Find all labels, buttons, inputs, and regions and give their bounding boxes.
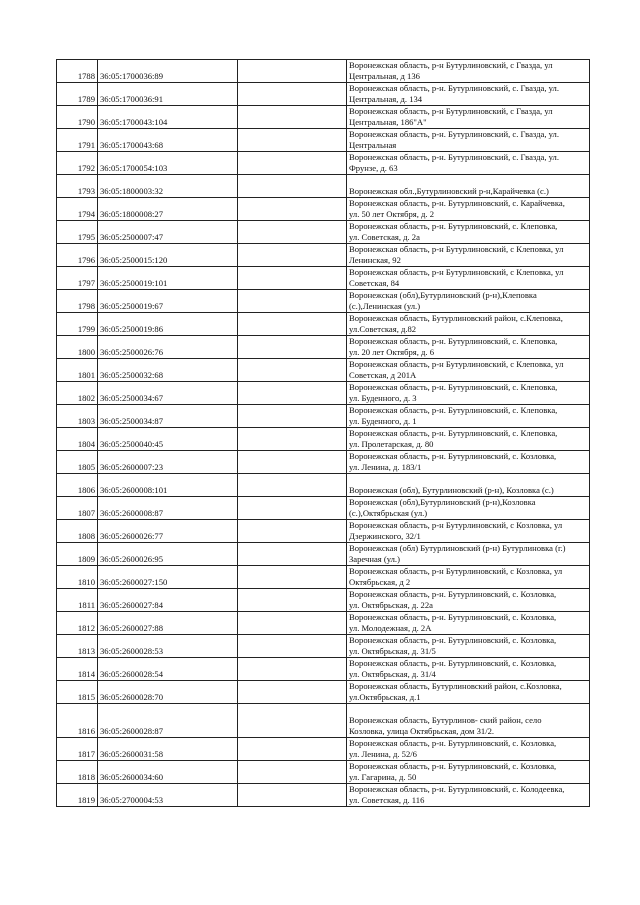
row-number: 1799 xyxy=(57,313,98,336)
address-cell xyxy=(347,244,590,267)
cadastral-number: 36:05:2600008:101 xyxy=(98,474,238,497)
address-line: Воронежская область, р-н. Бутурлиновский, с. Козловка, xyxy=(349,738,557,748)
address-line: Воронежская (обл),Бутурлиновский (р-н),Козловка xyxy=(349,497,536,507)
cadastral-number: 36:05:2500026:76 xyxy=(98,336,238,359)
cadastral-number: 36:05:1700043:68 xyxy=(98,129,238,152)
cadastral-number: 36:05:2500007:47 xyxy=(98,221,238,244)
address-line: Воронежская область, р-н. Бутурлиновский, с. Колодеевка, xyxy=(349,784,565,794)
row-number: 1789 xyxy=(57,83,98,106)
empty-cell xyxy=(238,784,347,807)
table-row xyxy=(57,313,590,336)
address-line: Воронежская (обл) Бутурлиновский (р-н) Бутурлиновка (г.) xyxy=(349,543,566,553)
table-row xyxy=(57,658,590,681)
empty-cell xyxy=(238,635,347,658)
address-line: Ленинская, 92 xyxy=(349,255,401,265)
row-number: 1805 xyxy=(57,451,98,474)
document-page xyxy=(56,59,590,807)
address-line: (с.),Ленинская (ул.) xyxy=(349,301,421,311)
empty-cell xyxy=(238,761,347,784)
address-line: ул. 50 лет Октября, д. 2 xyxy=(349,209,435,219)
address-cell xyxy=(347,336,590,359)
address-line: Воронежская область, р-н. Бутурлиновский, с. Клеповка, xyxy=(349,336,558,346)
empty-cell xyxy=(238,175,347,198)
address-line: Козловка, улица Октябрьская, дом 31/2. xyxy=(349,726,495,736)
empty-cell xyxy=(238,60,347,83)
table-row xyxy=(57,451,590,474)
empty-cell xyxy=(238,267,347,290)
address-line: Воронежская область, р-н Бутурлиновский, с Клеповка, ул xyxy=(349,244,564,254)
cadastral-number: 36:05:2600007:23 xyxy=(98,451,238,474)
empty-cell xyxy=(238,589,347,612)
row-number: 1816 xyxy=(57,704,98,738)
address-line: Воронежская область, р-н. Бутурлиновский, с. Козловка, xyxy=(349,589,557,599)
address-line: ул. Буденного, д. 1 xyxy=(349,416,417,426)
row-number: 1804 xyxy=(57,428,98,451)
empty-cell xyxy=(238,520,347,543)
empty-cell xyxy=(238,497,347,520)
address-cell xyxy=(347,198,590,221)
row-number: 1795 xyxy=(57,221,98,244)
address-cell xyxy=(347,566,590,589)
table-row xyxy=(57,784,590,807)
row-number: 1809 xyxy=(57,543,98,566)
empty-cell xyxy=(238,244,347,267)
table-row xyxy=(57,290,590,313)
address-line: Воронежская область, Бутурлиновский район, с.Клеповка, xyxy=(349,313,563,323)
table-row xyxy=(57,543,590,566)
table-row xyxy=(57,428,590,451)
address-line: Воронежская обл.,Бутурлиновский р-н,Карайчевка (с.) xyxy=(349,186,549,196)
row-number: 1808 xyxy=(57,520,98,543)
empty-cell xyxy=(238,658,347,681)
address-line: ул. Буденного, д. 3 xyxy=(349,393,417,403)
table-row xyxy=(57,244,590,267)
address-line: ул. Ленина, д. 183/1 xyxy=(349,462,422,472)
row-number: 1819 xyxy=(57,784,98,807)
address-line: (с.),Октябрьская (ул.) xyxy=(349,508,428,518)
address-cell xyxy=(347,451,590,474)
empty-cell xyxy=(238,313,347,336)
table-row xyxy=(57,336,590,359)
address-cell xyxy=(347,520,590,543)
address-line: Центральная, д 136 xyxy=(349,71,420,81)
table-row xyxy=(57,497,590,520)
address-cell xyxy=(347,658,590,681)
cadastral-number: 36:05:2500032:68 xyxy=(98,359,238,382)
address-cell xyxy=(347,635,590,658)
address-cell xyxy=(347,405,590,428)
address-cell xyxy=(347,60,590,83)
address-cell xyxy=(347,474,590,497)
table-body xyxy=(57,60,590,807)
table-row xyxy=(57,198,590,221)
table-row xyxy=(57,474,590,497)
address-line: Воронежская область, р-н. Бутурлиновский, с. Козловка, xyxy=(349,761,557,771)
address-cell xyxy=(347,428,590,451)
row-number: 1813 xyxy=(57,635,98,658)
empty-cell xyxy=(238,382,347,405)
address-cell xyxy=(347,83,590,106)
address-line: Дзержинского, 32/1 xyxy=(349,531,421,541)
address-line: Воронежская область, р-н Бутурлиновский, с Козловка, ул xyxy=(349,566,563,576)
address-line: Воронежская область, р-н Бутурлиновский, с Гвазда, ул xyxy=(349,106,553,116)
address-cell xyxy=(347,175,590,198)
address-cell xyxy=(347,681,590,704)
address-line: ул. Советская, д. 2а xyxy=(349,232,420,242)
table-row xyxy=(57,152,590,175)
cadastral-number: 36:05:2500019:67 xyxy=(98,290,238,313)
cadastral-number: 36:05:1700054:103 xyxy=(98,152,238,175)
address-line: Центральная, д. 134 xyxy=(349,94,423,104)
cadastral-number: 36:05:2600026:77 xyxy=(98,520,238,543)
address-line: ул. Советская, д. 116 xyxy=(349,795,425,805)
address-line: Воронежская область, р-н. Бутурлиновский, с. Козловка, xyxy=(349,635,557,645)
row-number: 1796 xyxy=(57,244,98,267)
row-number: 1801 xyxy=(57,359,98,382)
cadastral-number: 36:05:1700036:89 xyxy=(98,60,238,83)
table-row xyxy=(57,359,590,382)
address-line: Советская, д 201А xyxy=(349,370,417,380)
cadastral-number: 36:05:2500019:101 xyxy=(98,267,238,290)
address-cell xyxy=(347,359,590,382)
empty-cell xyxy=(238,106,347,129)
table-row xyxy=(57,635,590,658)
address-cell xyxy=(347,221,590,244)
row-number: 1802 xyxy=(57,382,98,405)
cadastral-number: 36:05:2600027:84 xyxy=(98,589,238,612)
table-row xyxy=(57,589,590,612)
cadastral-number: 36:05:2600026:95 xyxy=(98,543,238,566)
row-number: 1818 xyxy=(57,761,98,784)
row-number: 1800 xyxy=(57,336,98,359)
address-line xyxy=(349,175,587,186)
table-row xyxy=(57,175,590,198)
cadastral-number: 36:05:2600027:88 xyxy=(98,612,238,635)
address-cell xyxy=(347,784,590,807)
address-line xyxy=(349,704,587,715)
address-line: Воронежская область, р-н. Бутурлиновский, с. Клеповка, xyxy=(349,428,558,438)
empty-cell xyxy=(238,474,347,497)
row-number: 1797 xyxy=(57,267,98,290)
empty-cell xyxy=(238,290,347,313)
row-number: 1814 xyxy=(57,658,98,681)
address-line: ул. 20 лет Октября, д. 6 xyxy=(349,347,435,357)
address-line: ул. Молодежная, д. 2А xyxy=(349,623,432,633)
row-number: 1803 xyxy=(57,405,98,428)
property-register-table xyxy=(56,59,590,807)
empty-cell xyxy=(238,612,347,635)
row-number: 1817 xyxy=(57,738,98,761)
table-row xyxy=(57,738,590,761)
cadastral-number: 36:05:2600031:58 xyxy=(98,738,238,761)
address-line: ул. Пролетарская, д. 80 xyxy=(349,439,434,449)
row-number: 1793 xyxy=(57,175,98,198)
address-line: Воронежская область, Бутурлиновский район, с.Козловка, xyxy=(349,681,562,691)
address-cell xyxy=(347,704,590,738)
address-cell xyxy=(347,738,590,761)
empty-cell xyxy=(238,152,347,175)
address-line: Центральная, 186"А" xyxy=(349,117,427,127)
table-row xyxy=(57,106,590,129)
address-line: Воронежская область, р-н Бутурлиновский, с Клеповка, ул xyxy=(349,267,564,277)
empty-cell xyxy=(238,83,347,106)
cadastral-number: 36:05:1700043:104 xyxy=(98,106,238,129)
table-row xyxy=(57,382,590,405)
address-line: Октябрьская, д 2 xyxy=(349,577,411,587)
cadastral-number: 36:05:2500019:86 xyxy=(98,313,238,336)
cadastral-number: 36:05:2600008:87 xyxy=(98,497,238,520)
table-row xyxy=(57,520,590,543)
row-number: 1790 xyxy=(57,106,98,129)
cadastral-number: 36:05:2600034:60 xyxy=(98,761,238,784)
address-line: Советская, 84 xyxy=(349,278,400,288)
cadastral-number: 36:05:2500034:87 xyxy=(98,405,238,428)
address-line: ул. Октябрьская, д. 22а xyxy=(349,600,433,610)
row-number: 1810 xyxy=(57,566,98,589)
address-cell xyxy=(347,543,590,566)
address-line: Воронежская область, р-н. Бутурлиновский, с. Клеповка, xyxy=(349,221,558,231)
empty-cell xyxy=(238,221,347,244)
empty-cell xyxy=(238,359,347,382)
table-row xyxy=(57,221,590,244)
empty-cell xyxy=(238,681,347,704)
address-line: ул. Ленина, д. 52/6 xyxy=(349,749,417,759)
row-number: 1807 xyxy=(57,497,98,520)
row-number: 1806 xyxy=(57,474,98,497)
table-row xyxy=(57,267,590,290)
address-cell xyxy=(347,497,590,520)
empty-cell xyxy=(238,129,347,152)
empty-cell xyxy=(238,704,347,738)
cadastral-number: 36:05:2600028:54 xyxy=(98,658,238,681)
address-line: ул.Октябрьская, д.1 xyxy=(349,692,421,702)
table-row xyxy=(57,83,590,106)
address-cell xyxy=(347,589,590,612)
address-line: Центральная xyxy=(349,140,397,150)
empty-cell xyxy=(238,566,347,589)
cadastral-number: 36:05:1700036:91 xyxy=(98,83,238,106)
row-number: 1798 xyxy=(57,290,98,313)
empty-cell xyxy=(238,336,347,359)
address-line: ул. Гагарина, д. 50 xyxy=(349,772,417,782)
empty-cell xyxy=(238,405,347,428)
address-line: Воронежская (обл), Бутурлиновский (р-н), Козловка (с.) xyxy=(349,485,554,495)
address-line: Воронежская (обл),Бутурлиновский (р-н),Клеповка xyxy=(349,290,537,300)
cadastral-number: 36:05:1800003:32 xyxy=(98,175,238,198)
address-line: Заречная (ул.) xyxy=(349,554,400,564)
row-number: 1791 xyxy=(57,129,98,152)
address-cell xyxy=(347,267,590,290)
address-cell xyxy=(347,382,590,405)
address-line: Воронежская область, р-н. Бутурлиновский, с. Гвазда, ул. xyxy=(349,152,559,162)
cadastral-number: 36:05:2600028:70 xyxy=(98,681,238,704)
cadastral-number: 36:05:2500015:120 xyxy=(98,244,238,267)
address-line: Воронежская область, р-н. Бутурлиновский, с. Клеповка, xyxy=(349,405,558,415)
table-row xyxy=(57,612,590,635)
address-line: Воронежская область, р-н. Бутурлиновский, с. Козловка, xyxy=(349,451,557,461)
address-line xyxy=(349,474,587,485)
address-cell xyxy=(347,313,590,336)
address-line: Воронежская область, р-н. Бутурлиновский, с. Гвазда, ул. xyxy=(349,83,559,93)
table-row xyxy=(57,405,590,428)
row-number: 1812 xyxy=(57,612,98,635)
table-row xyxy=(57,129,590,152)
address-line: Фрунзе, д. 63 xyxy=(349,163,398,173)
table-row xyxy=(57,761,590,784)
address-line: Воронежская область, р-н Бутурлиновский, с Гвазда, ул xyxy=(349,60,553,70)
address-cell xyxy=(347,129,590,152)
table-row xyxy=(57,704,590,738)
address-line: ул.Советская, д.82 xyxy=(349,324,417,334)
cadastral-number: 36:05:2500034:67 xyxy=(98,382,238,405)
table-row xyxy=(57,566,590,589)
row-number: 1815 xyxy=(57,681,98,704)
address-line: Воронежская область, р-н. Бутурлиновский, с. Карайчевка, xyxy=(349,198,565,208)
address-line: Воронежская область, Бутурлинов- ский район, село xyxy=(349,715,542,725)
address-cell xyxy=(347,612,590,635)
empty-cell xyxy=(238,451,347,474)
table-row xyxy=(57,60,590,83)
address-line: ул. Октябрьская, д. 31/4 xyxy=(349,669,436,679)
address-line: ул. Октябрьская, д. 31/5 xyxy=(349,646,436,656)
address-cell xyxy=(347,290,590,313)
row-number: 1794 xyxy=(57,198,98,221)
cadastral-number: 36:05:2700004:53 xyxy=(98,784,238,807)
cadastral-number: 36:05:2600028:53 xyxy=(98,635,238,658)
empty-cell xyxy=(238,543,347,566)
address-line: Воронежская область, р-н. Бутурлиновский, с. Козловка, xyxy=(349,612,557,622)
address-line: Воронежская область, р-н. Бутурлиновский, с. Клеповка, xyxy=(349,382,558,392)
empty-cell xyxy=(238,738,347,761)
address-line: Воронежская область, р-н. Бутурлиновский, с. Гвазда, ул. xyxy=(349,129,559,139)
cadastral-number: 36:05:2500040:45 xyxy=(98,428,238,451)
cadastral-number: 36:05:2600027:150 xyxy=(98,566,238,589)
empty-cell xyxy=(238,198,347,221)
address-cell xyxy=(347,106,590,129)
address-line: Воронежская область, р-н Бутурлиновский, с Клеповка, ул xyxy=(349,359,564,369)
cadastral-number: 36:05:1800008:27 xyxy=(98,198,238,221)
empty-cell xyxy=(238,428,347,451)
row-number: 1792 xyxy=(57,152,98,175)
row-number: 1788 xyxy=(57,60,98,83)
row-number: 1811 xyxy=(57,589,98,612)
address-line: Воронежская область, р-н Бутурлиновский, с Козловка, ул xyxy=(349,520,563,530)
address-cell xyxy=(347,761,590,784)
cadastral-number: 36:05:2600028:87 xyxy=(98,704,238,738)
table-row xyxy=(57,681,590,704)
address-line: Воронежская область, р-н. Бутурлиновский, с. Козловка, xyxy=(349,658,557,668)
address-cell xyxy=(347,152,590,175)
